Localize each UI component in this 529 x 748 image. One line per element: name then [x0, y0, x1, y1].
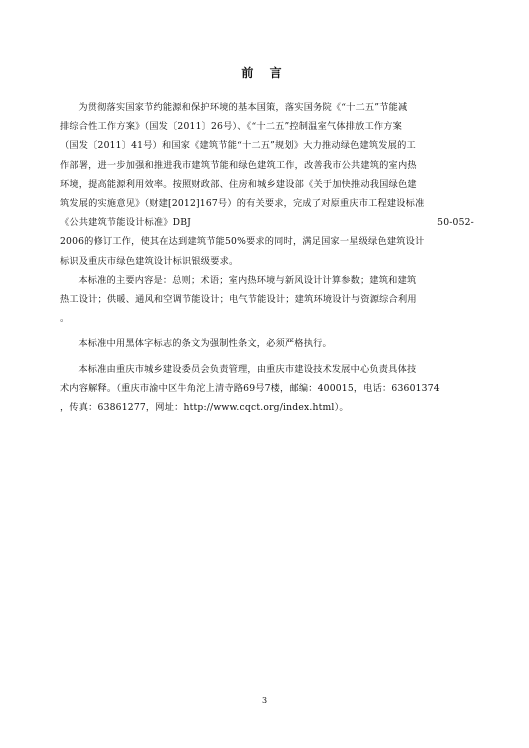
standard-code: 50-052- [437, 217, 474, 229]
page-number: 3 [261, 696, 268, 705]
text-line: 排综合性工作方案》（国发〔2011〕26号）、《“十二五”控制温室气体排放工作方案 [60, 121, 403, 133]
text-line: ，传真：63861277，网址：http://www.cqct.org/index.html）。 [60, 402, 349, 414]
body-text [60, 98, 474, 417]
text-line: 环境，提高能源利用效率。按照财政部、住房和城乡建设部《关于加快推动我国绿色建 [60, 178, 417, 190]
paragraph-management [60, 360, 474, 418]
text-line-spread [60, 213, 474, 232]
text-line: 本标准中用黑体字标志的条文为强制性条文，必须严格执行。 [78, 338, 332, 350]
text-line: 2006的修订工作，使其在达到建筑节能50%要求的同时，满足国家一星级绿色建筑设计 [60, 236, 425, 248]
text-line: 术内容解释。（重庆市渝中区牛角沱上清寺路69号7楼，邮编：400015，电话：63601374 [60, 382, 440, 394]
page-title: 前 言 [241, 66, 288, 80]
text-line: 热工设计；供暖、通风和空调节能设计；电气节能设计；建筑环境设计与资源综合利用 [60, 294, 417, 306]
text-line: 筑发展的实施意见》（财建[2012]167号）的有关要求，完成了对原重庆市工程建设标准 [60, 198, 425, 210]
text-line: 为贯彻落实国家节约能源和保护环境的基本国策，落实国务院《“十二五”节能减 [78, 102, 408, 113]
text-line: 。 [60, 313, 70, 325]
paragraph-purpose [60, 98, 474, 271]
paragraph-contents [60, 271, 474, 329]
text-line: 本标准的主要内容是：总则；术语；室内热环境与新风设计计算参数；建筑和建筑 [78, 274, 417, 286]
text-line: （国发〔2011〕41号）和国家《建筑节能“十二五”规划》大力推动绿色建筑发展的工 [60, 140, 416, 152]
standard-name: 《公共建筑节能设计标准》DBJ [60, 217, 192, 229]
text-line: 标识及重庆市绿色建筑设计标识银级要求。 [60, 255, 239, 267]
paragraph-mandatory [60, 334, 474, 353]
text-line: 本标准由重庆市城乡建设委员会负责管理，由重庆市建设技术发展中心负责具体技 [78, 363, 417, 375]
text-line: 作部署，进一步加强和推进我市建筑节能和绿色建筑工作，改善我市公共建筑的室内热 [60, 159, 417, 171]
